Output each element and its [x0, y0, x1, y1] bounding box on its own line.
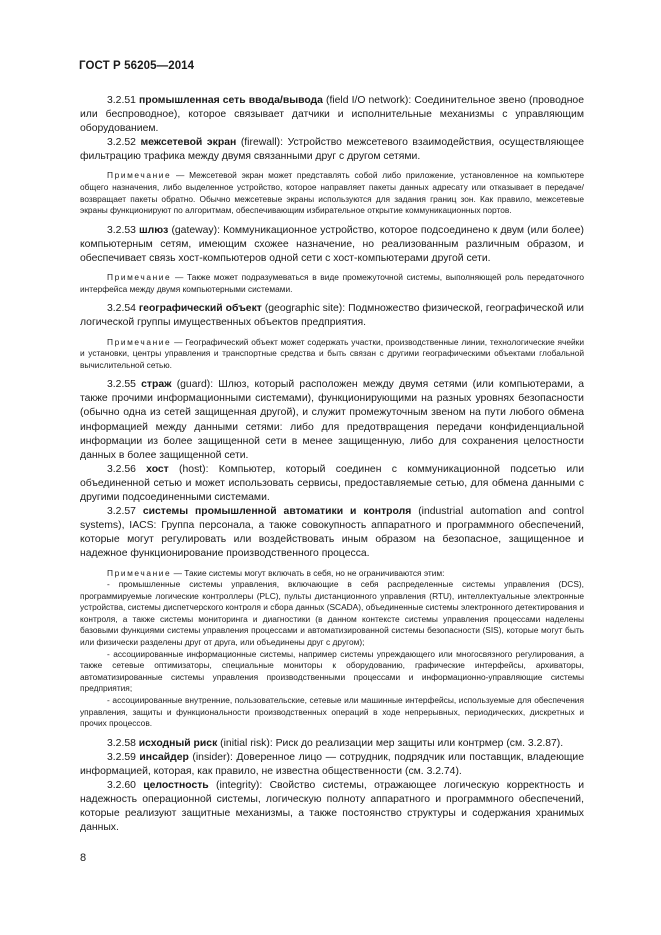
note-3-2-54	[80, 337, 584, 372]
entry-3-2-58	[80, 737, 584, 751]
entry-number: 3.2.53	[107, 224, 136, 236]
note-3-2-53	[80, 272, 584, 295]
entry-3-2-57	[80, 505, 584, 561]
entry-3-2-51	[80, 94, 584, 136]
entry-term: инсайдер	[139, 751, 189, 763]
list-item: - ассоциированные внутренние, пользовательские, сетевые или машинные интерфейсы, используемые для обеспечения управления, защиты и функциональности производственных операций в ходе непрерывных, периодических, дискретных и прочих процессов.	[80, 695, 584, 729]
entry-number: 3.2.57	[107, 506, 136, 518]
entry-3-2-59	[80, 751, 584, 779]
entry-3-2-55	[80, 378, 584, 463]
note-text: — Географический объект может содержать участки, производственные линии, технологические ячейки и установки, центры управления и транспортные средства и быть связан с другими географическими объектами глобальной вычислительной сетью.	[80, 336, 584, 370]
entry-definition: (industrial automation and control systems), IACS: Группа персонала, а также совокупность аппаратного и программного обеспечений, которые могут регулировать или воздействовать иным образом на безопасное, защищенное и надежное функционирование производственного процесса.	[80, 506, 584, 560]
entry-3-2-56	[80, 463, 584, 505]
note-text: — Также может подразумеваться в виде промежуточной системы, выполняющей роль передаточного интерфейса между двумя компьютерными системами.	[80, 272, 584, 294]
page-number: 8	[80, 852, 87, 864]
note-text: — Такие системы могут включать в себя, но не ограничиваются этим:	[171, 567, 445, 578]
entry-number: 3.2.51	[107, 95, 136, 106]
entry-number: 3.2.54	[107, 303, 136, 315]
entry-3-2-52	[80, 136, 584, 164]
entry-3-2-60	[80, 779, 584, 835]
entry-number: 3.2.52	[107, 137, 136, 149]
entry-definition: (insider): Доверенное лицо — сотрудник, подрядчик или поставщик, владеющие информацией, которая, как правило, не известна общественности (см. 3.2.74).	[80, 751, 585, 777]
entry-definition: (host): Компьютер, который соединен с коммуникационной подсетью или объединенной сетью и может использовать сервисы, предоставляемые сетью, для обмена данными с другими подсоединенными системами.	[80, 463, 584, 504]
document-header: ГОСТ Р 56205—2014	[79, 60, 195, 72]
entry-term: исходный риск	[138, 737, 218, 749]
entry-definition: (geographic site): Подмножество физической, географической или логической группы имущественных объектов предприятия.	[80, 303, 584, 329]
entry-number: 3.2.60	[107, 780, 136, 792]
entry-term: шлюз	[139, 224, 169, 236]
entry-definition: (initial risk): Риск до реализации мер защиты или контрмер (см. 3.2.87).	[217, 737, 564, 749]
entry-definition: (guard): Шлюз, который расположен между двумя сетями (или компьютерами, а также прочими информационными системами), функционирующими на разных уровнях безопасности (обычно одна из сетей защищенная другой), и служит промежуточным звеном на пути любого обмена информацией между данными сетями: либо для предотвращения передачи конфиденциальной информации из более защищенной сети в менее защищенную, либо для сохранения целостности данных в более защищенной сети.	[80, 379, 584, 461]
note-label: Примечание	[107, 336, 172, 347]
entry-definition: (firewall): Устройство межсетевого взаимодействия, осуществляющее фильтрацию трафика между двумя связанными друг с другом сетями.	[80, 137, 584, 163]
note-text: — Межсетевой экран может представлять собой либо приложение, установленное на компьютере общего назначения, либо выделенное устройство, которое направляет пакеты данных адресату или отказывает в передаче/возвращает пакеты обратно. Обычно межсетевые экраны используются для задания границ зон. Как правило, межсетевые экраны функционируют по алгоритмам, обеспечивающим избирательное открытие коммуникационных портов.	[80, 170, 584, 216]
entry-definition: (gateway): Коммуникационное устройство, которое подсоединено к двум (или более) компьютерным сетям, имеющим схожее назначение, но реализованным различным образом, и обеспечивает связь хост-компьютеров одной сети с хост-компьютерами другой сети.	[80, 224, 584, 265]
entry-term: хост	[146, 463, 169, 475]
entry-number: 3.2.55	[107, 379, 136, 391]
note-3-2-57	[80, 568, 584, 580]
document-body	[80, 94, 584, 835]
note-label: Примечание	[107, 170, 172, 181]
entry-number: 3.2.59	[107, 751, 136, 763]
entry-number: 3.2.56	[107, 463, 136, 475]
list-item: - ассоциированные информационные системы, например системы упреждающего или многосвязного регулирования, а также сетевые оптимизаторы, специальные мониторы к оборудованию, графические интерфейсы, архиваторы, автоматизированные системы управления производственными процессами и информационно-управляющие системы предприятия;	[80, 648, 584, 694]
entry-term: системы промышленной автоматики и контроля	[142, 506, 412, 518]
note-3-2-52	[80, 170, 584, 216]
entry-term: целостность	[143, 780, 209, 792]
entry-3-2-54	[80, 302, 584, 330]
entry-term: географический объект	[138, 303, 262, 315]
entry-definition: (integrity): Свойство системы, отражающее логическую корректность и надежность операционной системы, логическую полноту аппаратного и программного обеспечений, которые реализуют защитные механизмы, а также постоянство структуры и содержания хранимых данных.	[80, 780, 584, 834]
entry-number: 3.2.58	[107, 737, 136, 749]
entry-term: страж	[141, 379, 172, 391]
entry-term: межсетевой экран	[140, 137, 237, 149]
list-item: - промышленные системы управления, включающие в себя распределенные системы управления (DCS), программируемые логические контроллеры (PLC), пульты дистанционного управления (RTU), интеллектуальные электронные устройства, системы диспетчерского контроля и сбора данных (SCADA), объединенные системы электронного детектирования и контроля, а также системы мониторинга и диагностики (в данном контексте системы управления процессами наделены базовыми функциями системы управления процессами и автоматизированной системы безопасности (SIS), которые могут быть или физически разделены друг от друга, или объединены друг с другом);	[80, 579, 584, 648]
note-label: Примечание	[107, 272, 172, 283]
entry-definition: (field I/O network): Соединительное звено (проводное или беспроводное), которое связывает датчики и исполнительные механизмы с управляющим оборудованием.	[80, 95, 584, 135]
entry-term: промышленная сеть ввода/вывода	[138, 95, 323, 106]
note-label: Примечание	[107, 567, 172, 578]
entry-3-2-53	[80, 224, 584, 266]
